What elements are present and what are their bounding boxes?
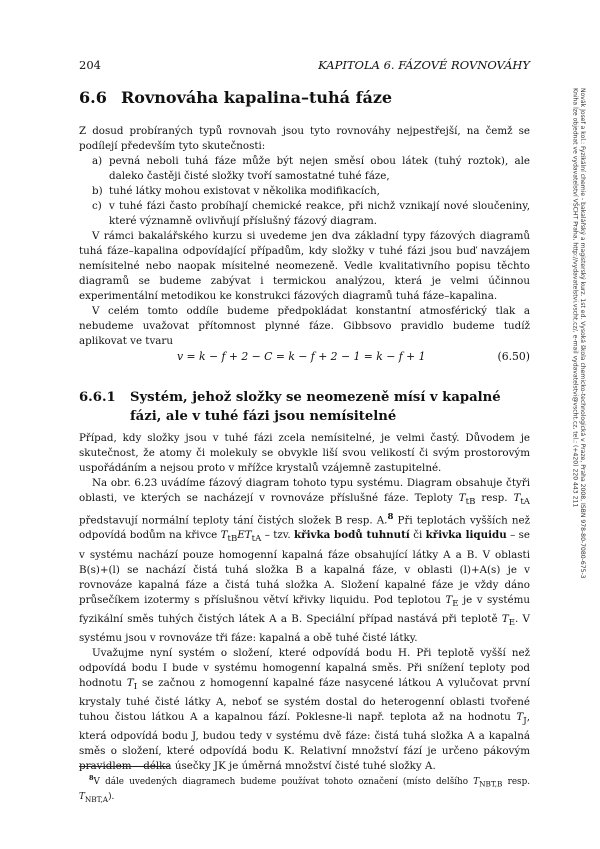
list-text: v tuhé fázi často probíhají chemické reakce, při nichž vznikají nové sloučeniny, které významně ovlivňují příslušný fázový diagram.: [109, 200, 530, 227]
text-run: je v systému fyzikální směs tuhých čistých látek A a B. Speciální případ nastává při teplotě: [79, 593, 531, 625]
text-run: představují normální teploty tání čistých složek B resp. A.: [79, 514, 388, 527]
text-run: či: [409, 529, 426, 542]
section-body: [79, 124, 530, 366]
equation-formula: v = k − f + 2 − C = k − f + 2 − 1 = k − f + 1: [177, 350, 426, 363]
subscript: E: [508, 617, 515, 628]
symbol-T: T: [516, 710, 524, 723]
term-freezing-curve: křivka bodů tuhnutí: [294, 529, 410, 542]
subsection-heading: [79, 388, 530, 426]
side-note-citation: Novák Josef a kol.: Fyzikální chemie - bakalářský a magisterský kurz. 1st ed. Vysoká škola chemicko-technologická v Praze, Praha 2008, ISBN 978-80-7080-675-3: [579, 88, 586, 579]
subscript: NBT,B: [479, 779, 503, 789]
list-item: [79, 154, 530, 184]
list-text: pevná neboli tuhá fáze může být nejen směsí obou látek (tuhý roztok), ale daleko častěji čisté složky tvoří samostatné tuhé fáze,: [109, 155, 530, 182]
page-number: 204: [79, 58, 101, 72]
text-run: resp.: [502, 776, 530, 787]
list-item: [79, 184, 530, 199]
footnote-mark: 8: [387, 512, 394, 523]
subscript: J: [523, 715, 527, 726]
footnote-rule: [79, 766, 169, 767]
text-run: Na obr. 6.23 uvádíme fázový diagram tohoto typu systému. Diagram obsahuje čtyři oblasti, ve kterých se nacházejí v rovnováze příslušné fáze. Teploty: [79, 477, 530, 504]
text-run: . V systému jsou v rovnováze tři fáze: kapalná a obě tuhé čisté látky.: [79, 612, 530, 644]
symbol-T: T: [220, 529, 228, 542]
text-run: , která odpovídá bodu J, budou tedy v systému dvě fáze: čistá tuhá složka A a kapalná směs o složení, které odpovídá bodu K. Relativní množství fází je určeno pákovým pravidlem – délka úsečky JK je úměrná množství čisté tuhé složky A.: [79, 710, 530, 772]
paragraph-point-H: [79, 646, 530, 774]
section-title: Rovnováha kapalina–tuhá fáze: [121, 88, 393, 107]
text-run: Uvažujme nyní systém o složení, které odpovídá bodu H. Při teplotě vyšší než odpovídá bodu I bude v systému homogenní kapalná směs. Při snížení teploty pod hodnotu: [79, 646, 530, 689]
equation-6-50: [79, 349, 530, 366]
text-run: – tzv.: [261, 529, 295, 542]
footnote: [79, 772, 530, 806]
text-run: – se v systému nachází pouze homogenní kapalná fáze obsahující látky A a B. V oblasti B(s)+(l) se nachází čistá tuhá složka B a kapalná fáze, v oblasti (l)+A(s) je v rovnováze kapalná fáze a čistá tuhá složka A. Složení kapalné fáze je vždy dáno průsečíkem izotermy s příslušnou větví křivky liquidu. Pod teplotou: [79, 529, 531, 606]
term-liquidus-curve: křivka liquidu: [425, 529, 507, 542]
subsection-body: [79, 431, 530, 774]
intro-paragraph: Z dosud probíraných typů rovnovah jsou tyto rovnováhy nejpestřejší, na čemž se podílejí především tyto skutečnosti:: [79, 125, 530, 152]
list-label: b): [92, 185, 103, 197]
text-run: se začnou z homogenní kapalné fáze nasycené látkou A vylučovat první krystaly tuhé čisté látky A, neboť se systém dostal do heterogenní oblasti tvořené tuhou čistou látkou A a kapalnou fází. Poklesne-li např. teplota až na hodnotu: [79, 676, 531, 723]
factor-list: [79, 154, 530, 229]
side-note-order-info: Kniha lze objednat ve vydavatelství VŠCHT Praha, http://vydavatelstvi.vscht.cz/, e-mail vydavatelstvi@vscht.cz, tel.: (+420) 220 443 211: [571, 88, 579, 508]
paragraph-pressure: V celém tomto oddíle budeme předpokládat konstantní atmosférický tlak a nebudeme uvažovat přítomnost plynné fáze. Gibbsovo pravidlo budeme tudíž aplikovat ve tvaru: [79, 305, 530, 347]
section-number: 6.6: [79, 88, 107, 107]
subscript: tA: [251, 534, 262, 545]
symbol-ET: ET: [237, 529, 252, 542]
list-label: a): [92, 155, 103, 167]
footnote-mark: 8: [89, 774, 94, 782]
text-run: V dále uvedených diagramech budeme používat tohoto označení (místo delšího: [93, 776, 474, 787]
symbol-T: T: [79, 792, 85, 803]
symbol-T: T: [513, 492, 521, 504]
paragraph-immiscible: Případ, kdy složky jsou v tuhé fázi zcela nemísitelné, je velmi častý. Důvodem je skutečnost, že atomy či molekuly se obvykle liší svou velikostí či svým prostorovým uspořádáním a nejsou proto v mřížce krystalů vzájemně zastupitelné.: [79, 432, 530, 474]
subscript: tA: [520, 497, 530, 508]
subscript: E: [452, 598, 459, 609]
section-heading: [79, 88, 392, 107]
running-head: KAPITOLA 6. FÁZOVÉ ROVNOVÁHY: [318, 58, 530, 72]
symbol-T: T: [126, 676, 134, 689]
list-label: c): [92, 200, 102, 212]
paragraph-bachelor: V rámci bakalářského kurzu si uvedeme jen dva základní typy fázových diagramů tuhá fáze–kapalina odpovídající případům, kdy složky v tuhé fázi jsou buď navzájem nemísitelné nebo naopak mísitelné neomezeně. Vedle kvalitativního popisu těchto diagramů se budeme zabývat i termickou analýzou, která je velmi účinnou experimentální metodikou ke konstrukci fázových diagramů tuhá fáze–kapalina.: [79, 230, 530, 302]
list-item: [79, 199, 530, 229]
symbol-T: T: [445, 593, 453, 606]
subscript: NBT,A: [84, 794, 109, 804]
side-note: [571, 88, 586, 579]
text-run: Při teplotách vyšších než odpovídá bodům na křivce: [79, 514, 530, 542]
symbol-T: T: [458, 492, 466, 504]
text-run: resp.: [475, 492, 514, 504]
subscript: I: [133, 681, 138, 692]
subscript: tB: [227, 534, 238, 545]
subsection-number: 6.6.1: [79, 390, 116, 405]
page-header: [79, 58, 530, 74]
symbol-T: T: [473, 776, 480, 787]
equation-number: (6.50): [497, 350, 530, 363]
symbol-T: T: [501, 612, 509, 625]
subscript: tB: [465, 497, 476, 508]
subsection-title: Systém, jehož složky se neomezeně mísí v kapalné fázi, ale v tuhé fázi jsou nemísitelné: [130, 390, 501, 424]
text-run: ).: [108, 792, 115, 803]
paragraph-diagram: [79, 476, 530, 646]
list-text: tuhé látky mohou existovat v několika modifikacích,: [109, 185, 380, 197]
